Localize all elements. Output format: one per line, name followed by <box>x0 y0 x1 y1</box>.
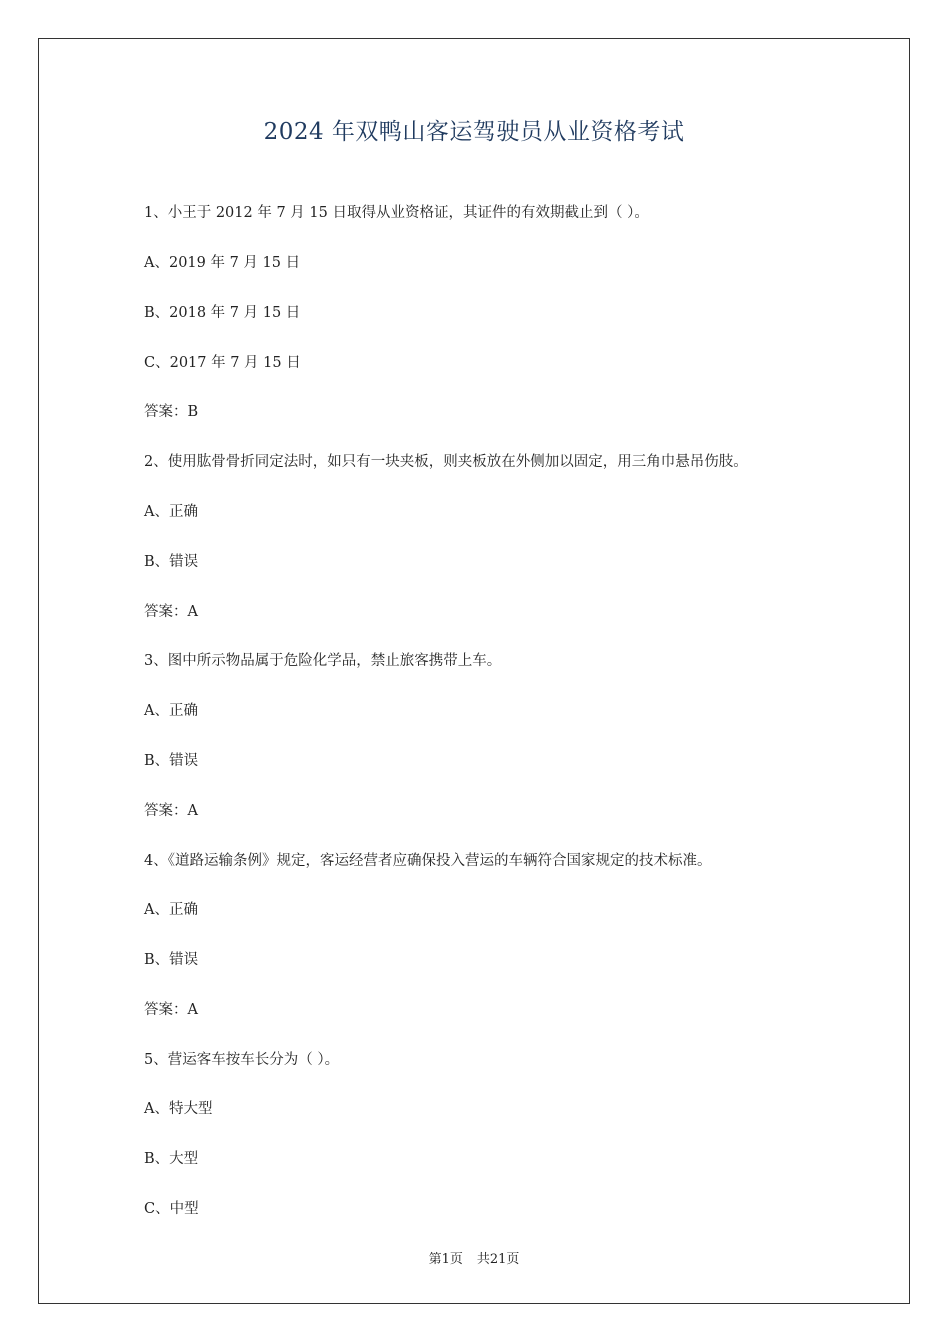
question-4-option-b: B、错误 <box>144 952 199 968</box>
question-3-answer: 答案：A <box>144 803 198 819</box>
document-title: 2024 年双鸭山客运驾驶员从业资格考试 <box>263 119 685 145</box>
question-5-stem: 5、营运客车按车长分为（ ）。 <box>144 1052 340 1068</box>
question-1-option-c: C、2017 年 7 月 15 日 <box>144 355 301 371</box>
question-3-option-b: B、错误 <box>144 753 199 769</box>
question-1-option-a: A、2019 年 7 月 15 日 <box>144 255 301 271</box>
question-4-stem: 4、《道路运输条例》规定，客运经营者应确保投入营运的车辆符合国家规定的技术标准。 <box>144 853 712 869</box>
question-4-answer: 答案：A <box>144 1002 198 1018</box>
question-3-stem: 3、图中所示物品属于危险化学品，禁止旅客携带上车。 <box>144 653 502 669</box>
page-footer <box>38 1248 910 1267</box>
question-5-option-b: B、大型 <box>144 1151 199 1167</box>
question-5-option-a: A、特大型 <box>144 1101 213 1117</box>
question-5-option-c: C、中型 <box>144 1201 199 1217</box>
question-1-answer: 答案：B <box>144 404 199 420</box>
question-2-stem: 2、使用肱骨骨折同定法时，如只有一块夹板，则夹板放在外侧加以固定，用三角巾悬吊伤肢。 <box>144 454 748 470</box>
question-4-option-a: A、正确 <box>144 902 198 918</box>
page-total: 共21页 <box>476 1252 520 1267</box>
question-2-option-b: B、错误 <box>144 554 199 570</box>
question-1-option-b: B、2018 年 7 月 15 日 <box>144 305 301 321</box>
question-1-stem: 1、小王于 2012 年 7 月 15 日取得从业资格证，其证件的有效期截止到（ ）。 <box>144 205 649 221</box>
question-2-answer: 答案：A <box>144 604 198 620</box>
page-number: 第1页 <box>428 1252 463 1267</box>
question-2-option-a: A、正确 <box>144 504 198 520</box>
question-3-option-a: A、正确 <box>144 703 198 719</box>
